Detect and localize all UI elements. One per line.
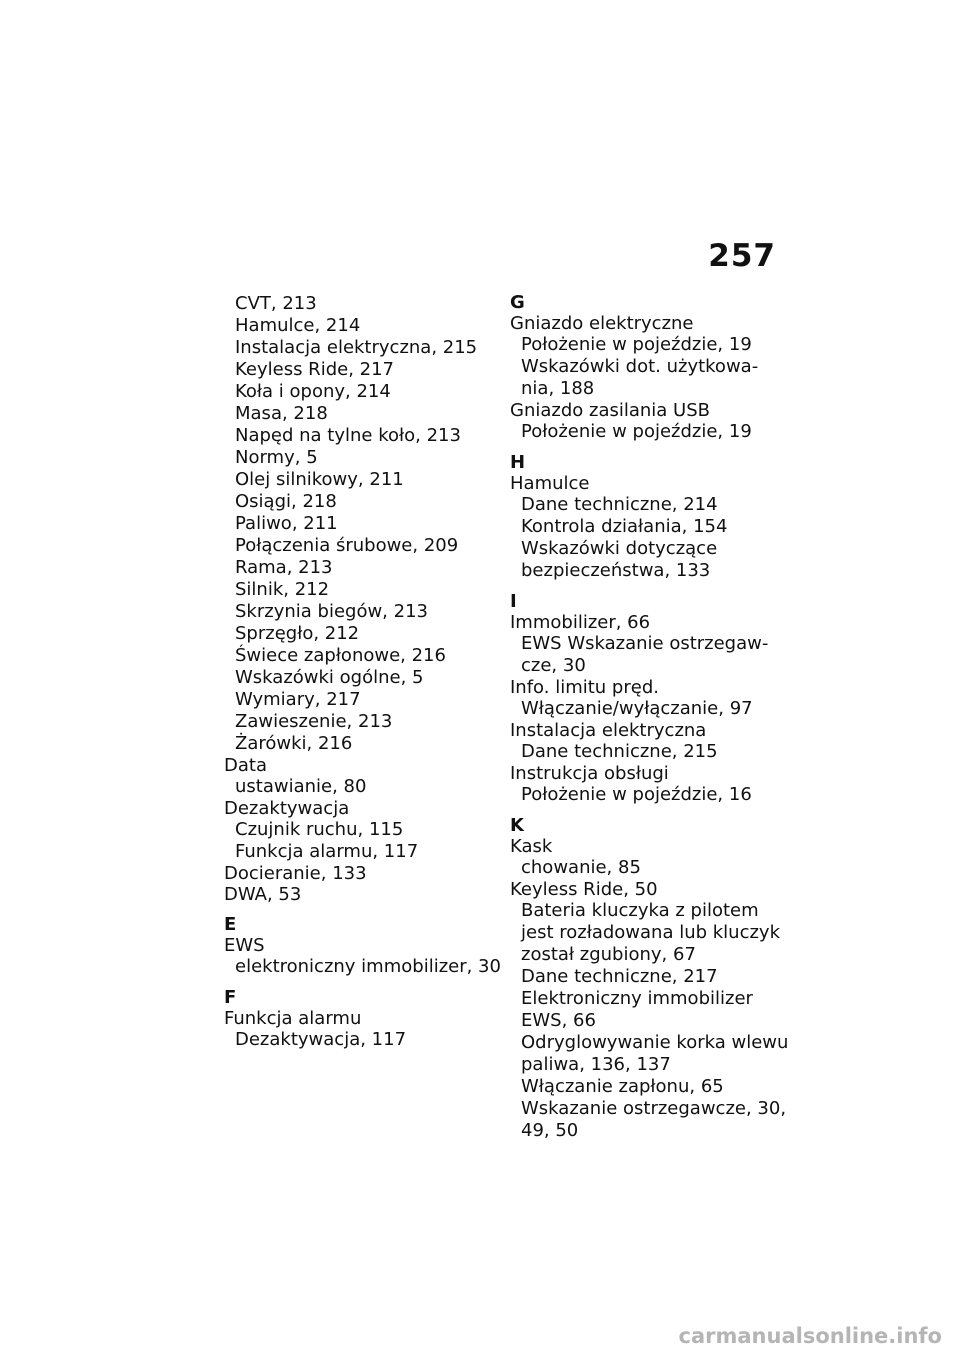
index-entry: Data [224,755,267,776]
index-subentry: Bateria kluczyka z pilotem [521,900,759,921]
index-subentry: Wskazówki dot. użytkowa- [521,356,759,377]
index-subentry: Rama, 213 [235,557,333,578]
index-subentry: Olej silnikowy, 211 [235,469,404,490]
index-entry: Info. limitu pręd. [510,677,659,698]
index-entry: Funkcja alarmu [224,1008,362,1029]
index-subentry: Dane techniczne, 214 [521,494,718,515]
index-subentry: Zawieszenie, 213 [235,711,393,732]
index-letter-heading: G [510,292,525,313]
index-subentry: Wskazanie ostrzegawcze, 30, [521,1098,787,1119]
index-subentry: Silnik, 212 [235,579,330,600]
index-subentry: Funkcja alarmu, 117 [235,841,419,862]
index-subentry: Położenie w pojeździe, 16 [521,784,752,805]
index-entry: Gniazdo zasilania USB [510,400,710,421]
index-subentry: Połączenia śrubowe, 209 [235,535,459,556]
index-subentry: Koła i opony, 214 [235,381,391,402]
index-subentry: Położenie w pojeździe, 19 [521,334,752,355]
index-entry: DWA, 53 [224,884,302,905]
index-subentry: Keyless Ride, 217 [235,359,394,380]
index-subentry: ustawianie, 80 [235,776,367,797]
index-subentry: Włączanie/wyłączanie, 97 [521,698,753,719]
index-subentry: jest rozładowana lub kluczyk [521,922,781,943]
index-subentry: cze, 30 [521,655,586,676]
index-subentry: Napęd na tylne koło, 213 [235,425,461,446]
index-subentry: Położenie w pojeździe, 19 [521,421,752,442]
index-subentry: Kontrola działania, 154 [521,516,728,537]
index-subentry: Dane techniczne, 217 [521,966,718,987]
index-entry: Immobilizer, 66 [510,612,651,633]
index-subentry: Włączanie zapłonu, 65 [521,1076,724,1097]
index-entry: Instrukcja obsługi [510,763,669,784]
index-subentry: Masa, 218 [235,403,328,424]
index-subentry: Dane techniczne, 215 [521,741,718,762]
index-subentry: EWS, 66 [521,1010,596,1031]
index-subentry: 49, 50 [521,1120,579,1141]
index-subentry: został zgubiony, 67 [521,944,696,965]
index-subentry: Skrzynia biegów, 213 [235,601,428,622]
index-subentry: Dezaktywacja, 117 [235,1029,407,1050]
index-entry: Docieranie, 133 [224,863,367,884]
index-entry: Keyless Ride, 50 [510,879,658,900]
index-subentry: Elektroniczny immobilizer [521,988,753,1009]
index-letter-heading: H [510,452,526,473]
index-entry: Dezaktywacja [224,798,350,819]
index-subentry: Wskazówki ogólne, 5 [235,667,424,688]
index-entry: Kask [510,836,553,857]
index-subentry: Żarówki, 216 [235,733,353,754]
index-subentry: Osiągi, 218 [235,491,337,512]
index-letter-heading: I [510,591,517,612]
index-subentry: Sprzęgło, 212 [235,623,360,644]
index-subentry: Świece zapłonowe, 216 [235,645,446,666]
watermark: carmanualsonline.info [678,1324,942,1348]
index-subentry: EWS Wskazanie ostrzegaw- [521,633,769,654]
index-subentry: Normy, 5 [235,447,318,468]
page-number: 257 [708,238,776,274]
index-column-right [510,293,790,1142]
index-subentry: CVT, 213 [235,293,317,314]
index-column-left [224,293,501,1051]
index-subentry: Wskazówki dotyczące [521,538,718,559]
index-entry: Instalacja elektryczna [510,720,707,741]
index-subentry: paliwa, 136, 137 [521,1054,671,1075]
index-subentry: nia, 188 [521,378,595,399]
index-entry: EWS [224,935,265,956]
index-subentry: Odryglowywanie korka wlewu [521,1032,789,1053]
index-subentry: bezpieczeństwa, 133 [521,560,711,581]
index-entry: Gniazdo elektryczne [510,313,694,334]
index-entry: Hamulce [510,473,590,494]
index-subentry: elektroniczny immobilizer, 30 [235,956,501,977]
index-subentry: Czujnik ruchu, 115 [235,819,404,840]
index-subentry: Paliwo, 211 [235,513,338,534]
index-subentry: Hamulce, 214 [235,315,361,336]
index-letter-heading: K [510,815,524,836]
index-letter-heading: F [224,987,237,1008]
index-subentry: chowanie, 85 [521,857,641,878]
index-letter-heading: E [224,914,237,935]
index-subentry: Wymiary, 217 [235,689,361,710]
index-subentry: Instalacja elektryczna, 215 [235,337,478,358]
